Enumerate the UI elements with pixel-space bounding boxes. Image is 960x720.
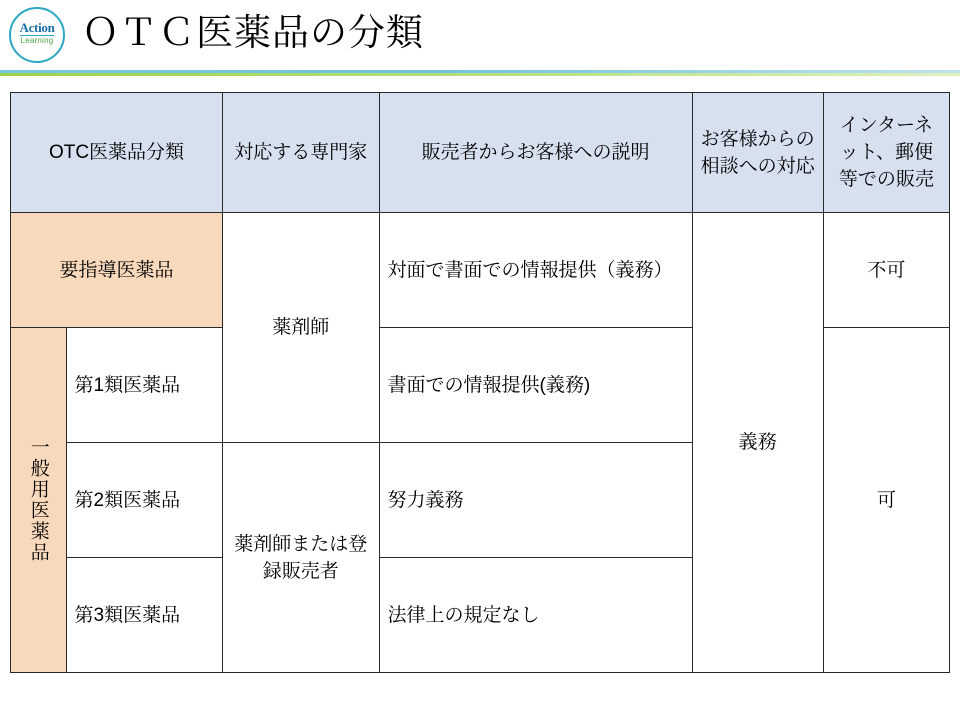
logo-text-secondary: Learning: [20, 36, 54, 45]
slide-header: [0, 0, 960, 78]
column-header-explanation: 販売者からお客様への説明: [379, 93, 692, 213]
column-header-expert: 対応する専門家: [223, 93, 379, 213]
table-row: [11, 213, 950, 328]
cell-explanation-2: 努力義務: [379, 443, 692, 558]
cell-explanation-1: 書面での情報提供(義務): [379, 328, 692, 443]
header-divider-green: [0, 73, 960, 76]
cell-explanation-0: 対面で書面での情報提供（義務）: [379, 213, 692, 328]
page-title: ＯＴＣ医薬品の分類: [82, 12, 424, 53]
logo-text-primary: Action: [19, 20, 55, 35]
cell-internet-sales-0: 不可: [823, 213, 949, 328]
otc-classification-table-wrapper: [10, 92, 950, 672]
cell-internet-sales-rest: 可: [823, 328, 949, 673]
otc-classification-table: [10, 92, 950, 673]
cell-consultation-all: 義務: [692, 213, 823, 673]
header-divider: [0, 70, 960, 76]
column-header-consultation: お客様からの相談への対応: [692, 93, 823, 213]
cell-explanation-3: 法律上の規定なし: [379, 558, 692, 673]
cell-category-2: 第2類医薬品: [66, 443, 223, 558]
cell-expert-pharmacist-or-seller: 薬剤師または登録販売者: [223, 443, 379, 673]
cell-category-0: 要指導医薬品: [11, 213, 223, 328]
cell-expert-pharmacist: 薬剤師: [223, 213, 379, 443]
cell-group-label: 一般用医薬品: [11, 328, 67, 673]
column-header-internet-sales: インターネット、郵便等での販売: [823, 93, 949, 213]
table-header-row: [11, 93, 950, 213]
cell-category-1: 第1類医薬品: [66, 328, 223, 443]
action-learning-logo: [8, 6, 70, 64]
cell-category-3: 第3類医薬品: [66, 558, 223, 673]
column-header-category: OTC医薬品分類: [11, 93, 223, 213]
